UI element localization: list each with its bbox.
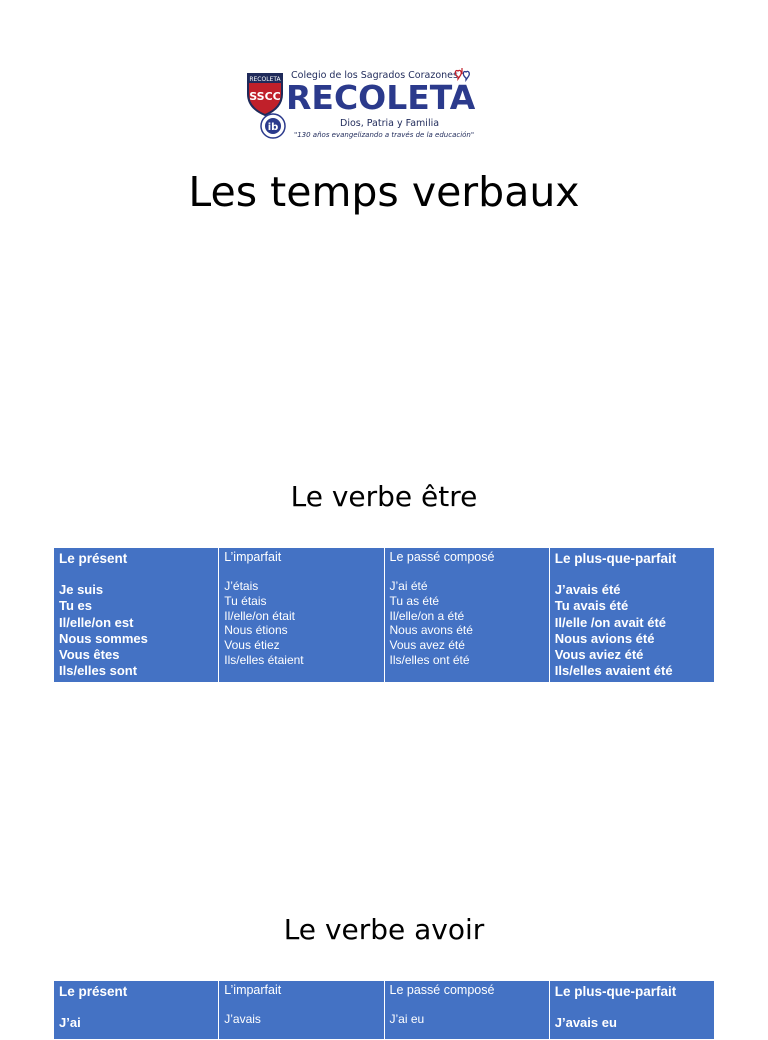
verb-form: J’avais eu [554,1015,617,1030]
verb-form: Nous avions été [554,630,655,646]
conjugation-table-etre [53,547,715,683]
verb-form: Tu as été [389,593,440,608]
table-cell-imparfait [219,981,384,1040]
verb-form: Vous aviez été [554,647,644,663]
shield-top-text: RECOLETA [249,76,281,83]
logo-school-line: Colegio de los Sagrados Corazones [291,70,458,81]
verb-form: Ils/elles avaient été [554,663,673,679]
verb-form: Vous étiez [224,638,280,653]
verb-form: Je suis [59,582,104,597]
verb-form: J’ai eu [389,1012,425,1026]
verb-form: Il/elle /on avait été [554,614,667,630]
verb-form: J’étais [224,579,259,593]
verb-form: J’avais [224,1012,261,1026]
verb-form: Il/elle/on a été [389,608,465,623]
table-cell-present [54,981,219,1040]
verb-form: Ils/elles ont été [389,652,470,667]
tense-header: L’imparfait [224,983,282,997]
verb-form: Tu es [59,598,92,614]
verb-form: Nous avons été [389,623,473,638]
tense-header: Le passé composé [389,550,495,564]
tense-header: Le présent [59,551,128,566]
page-title: Les temps verbaux [188,168,580,216]
school-logo [246,68,478,144]
section-heading-avoir: Le verbe avoir [283,913,485,946]
shield-icon [246,72,284,116]
table-cell-present [54,548,219,683]
verb-form: Ils/elles étaient [224,652,304,667]
verb-form: Vous êtes [59,647,120,663]
table-cell-passe-compose [384,981,549,1040]
verb-form: J’avais été [554,582,621,597]
tense-header: L’imparfait [224,550,282,564]
table-cell-plus-que-parfait [549,981,714,1040]
conjugation-table-avoir [53,980,715,1040]
verb-form: Tu avais été [554,598,629,614]
logo-subtitle: "130 años evangelizando a través de la educación" [294,131,475,139]
ib-text: ib [267,122,279,133]
verb-form: Tu étais [224,593,267,608]
verb-form: Il/elle/on était [224,608,295,623]
section-heading-etre: Le verbe être [290,480,478,513]
ib-icon [260,113,286,139]
verb-form: Nous étions [224,623,288,638]
tense-header: Le passé composé [389,983,495,997]
verb-form: Il/elle/on est [59,614,134,630]
shield-initials: SSCC [249,90,281,103]
logo-name: RECOLETA [286,78,476,117]
tense-header: Le plus-que-parfait [554,551,677,566]
logo-motto: Dios, Patria y Familia [340,118,440,129]
verb-form: Vous avez été [389,638,465,653]
table-cell-imparfait [219,548,384,683]
tense-header: Le présent [59,984,128,999]
tense-header: Le plus-que-parfait [554,984,677,999]
table-cell-passe-compose [384,548,549,683]
verb-form: Nous sommes [59,630,148,646]
verb-form: Ils/elles sont [59,663,138,679]
table-cell-plus-que-parfait [549,548,714,683]
verb-form: J’ai [59,1015,81,1030]
verb-form: J’ai été [389,579,428,593]
